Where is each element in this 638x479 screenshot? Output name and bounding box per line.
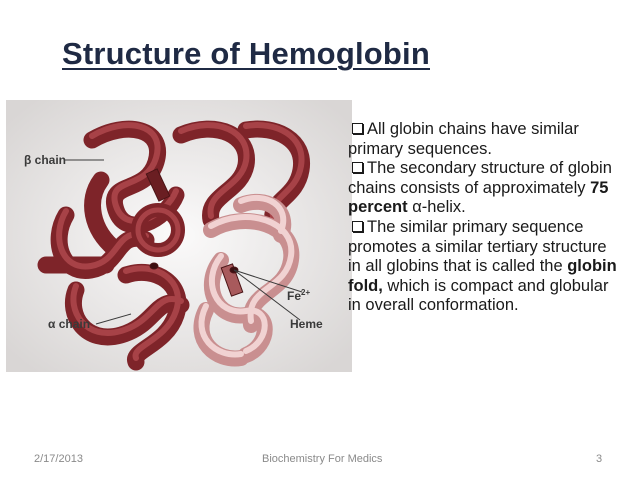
checkbox-bullet-icon [352,123,363,134]
alpha-chain-label: α chain [48,317,91,331]
slide-title: Structure of Hemoglobin [62,36,430,71]
footer-center-text: Biochemistry For Medics [262,453,383,465]
bullet-item [348,218,620,316]
bullet-text: which is compact and globular in overall conformation. [348,276,609,315]
bullet-item [348,159,620,218]
beta-chain-label: β chain [24,153,66,167]
footer-page-number: 3 [596,453,603,465]
checkbox-bullet-icon [352,162,363,173]
hemoglobin-structure-figure [6,100,352,372]
footer-date: 2/17/2013 [34,453,83,465]
bullet-bold-text: globin fold, [348,257,617,295]
heme-label: Heme [290,317,323,331]
checkbox-bullet-icon [352,221,363,232]
bullet-text: α-helix. [407,198,466,217]
bullet-item [348,120,620,159]
fe-charge: 2+ [301,288,311,297]
bullet-bold-text: 75 percent [348,178,609,217]
bullet-list [348,120,620,316]
bullet-text: All globin chains have similar primary sequences. [348,120,579,158]
bullet-text: The secondary structure of globin chains consists of approximately [348,159,612,197]
bullet-text: The similar primary sequence promotes a similar tertiary structure in all globins that is called the [348,217,607,276]
fe-symbol: Fe [287,289,302,303]
